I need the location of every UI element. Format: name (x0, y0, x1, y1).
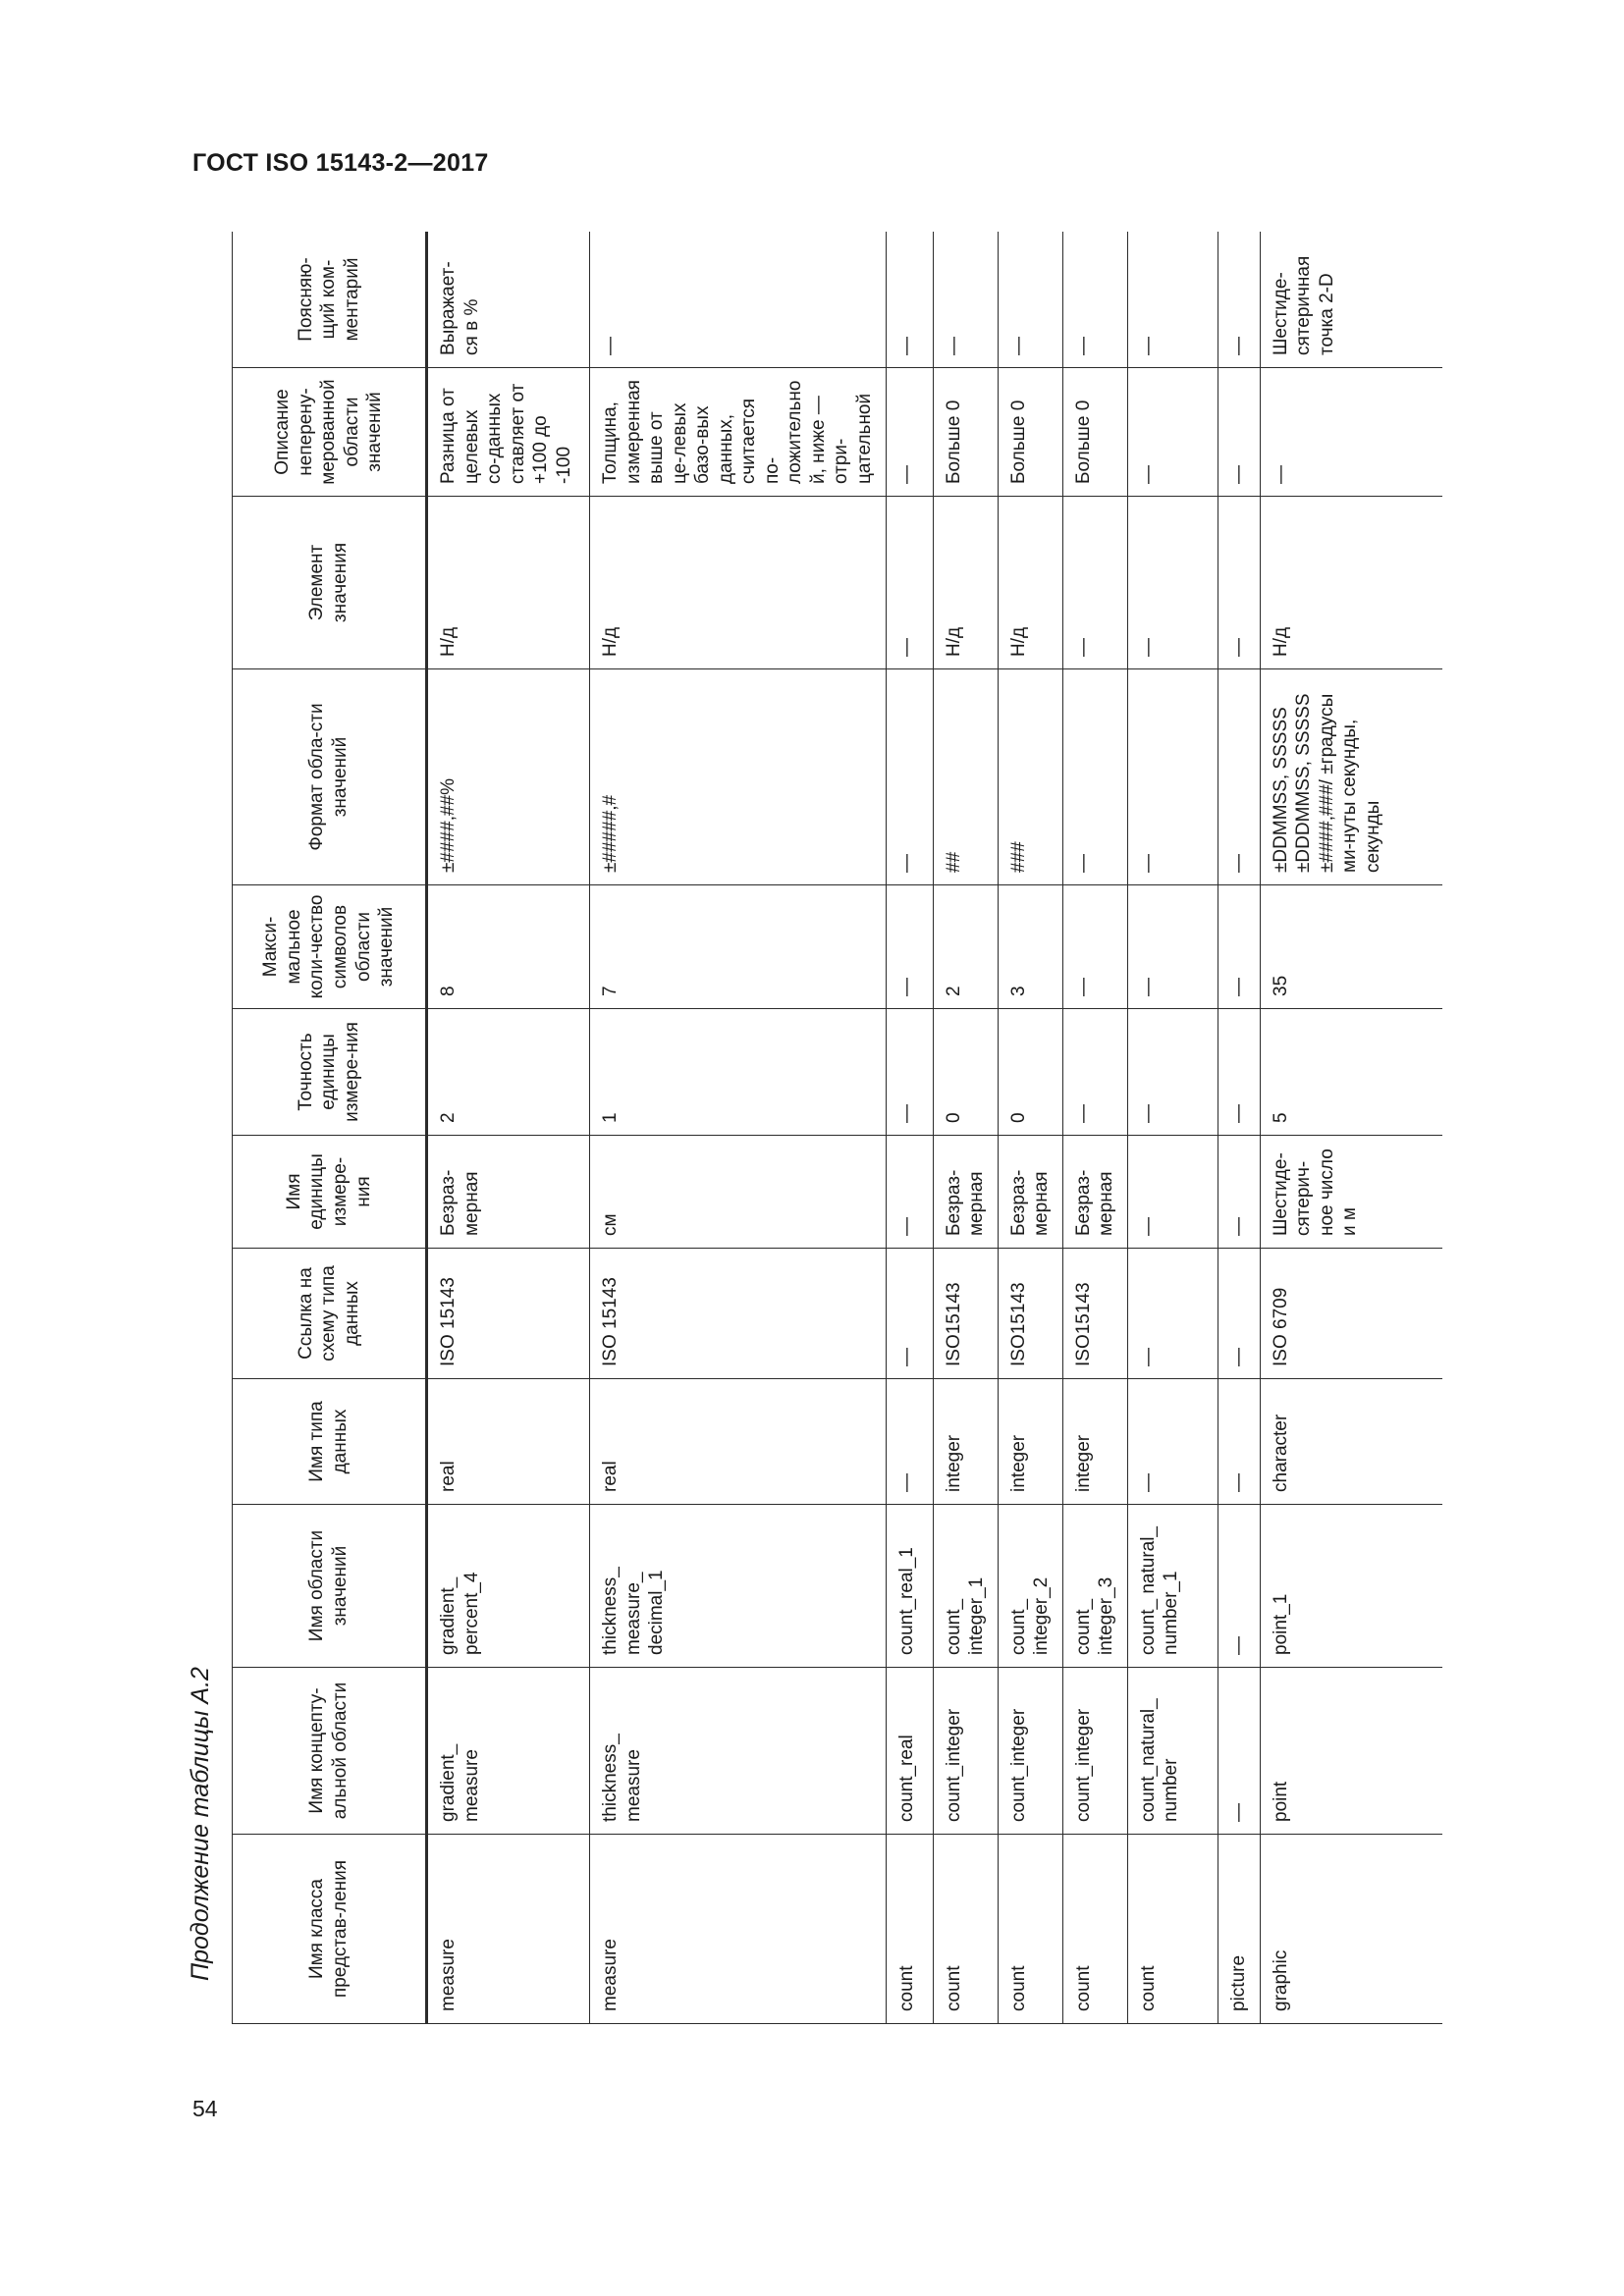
table-cell: см (590, 1136, 887, 1249)
table-cell: thickness_ measure_ decimal_1 (590, 1505, 887, 1668)
table-cell: count (933, 1835, 998, 2024)
table-cell: Разница от целевых со-данных ставляет от +100 до -100 (427, 368, 590, 497)
column-header: Поясняю-щий ком-ментарий (233, 232, 427, 368)
table-cell: 8 (427, 885, 590, 1009)
table-cell: count (998, 1835, 1062, 2024)
table-cell: — (886, 669, 933, 885)
table-cell: 7 (590, 885, 887, 1009)
table-header-row (233, 232, 427, 2024)
table-cell: ISO 15143 (590, 1249, 887, 1379)
table-cell: — (886, 1136, 933, 1249)
table-cell: integer (933, 1379, 998, 1505)
table-cell: Выражает-ся в % (427, 232, 590, 368)
table-cell: 3 (998, 885, 1062, 1009)
table-cell: — (933, 232, 998, 368)
table-cell: count_integer (1062, 1668, 1127, 1835)
table-cell: count_real_1 (886, 1505, 933, 1668)
table-cell: — (1127, 1379, 1218, 1505)
table-cell: Больше 0 (933, 368, 998, 497)
column-header: Макси-мальное коли-чество символов области значений (233, 885, 427, 1009)
table-cell: — (590, 232, 887, 368)
table-cell: ISO15143 (1062, 1249, 1127, 1379)
column-header: Имя концепту-альной области (233, 1668, 427, 1835)
table-cell: — (1062, 232, 1127, 368)
table-cell: ±####,##% (427, 669, 590, 885)
table-cell: 2 (933, 885, 998, 1009)
table-cell: — (1218, 1249, 1260, 1379)
table-cell: Безраз-мерная (427, 1136, 590, 1249)
table-cell: — (1127, 232, 1218, 368)
table-cell: — (1127, 1249, 1218, 1379)
table-cell: count_ integer_1 (933, 1505, 998, 1668)
table-cell: gradient_ measure (427, 1668, 590, 1835)
table-cell: Безраз-мерная (998, 1136, 1062, 1249)
table-row (1260, 232, 1442, 2024)
table-cell: 2 (427, 1009, 590, 1136)
document-title: ГОСТ ISO 15143-2—2017 (192, 149, 489, 177)
table-cell: — (886, 232, 933, 368)
table-cell: count_real (886, 1668, 933, 1835)
table-row (1127, 232, 1218, 2024)
table-cell: picture (1218, 1835, 1260, 2024)
table-cell: — (1218, 232, 1260, 368)
column-header: Описание неперену-мерованной области значений (233, 368, 427, 497)
table-cell: ## (933, 669, 998, 885)
table-cell: Н/д (998, 497, 1062, 669)
column-header: Имя типа данных (233, 1379, 427, 1505)
table-row (1062, 232, 1127, 2024)
table-cell: real (427, 1379, 590, 1505)
table-cell: real (590, 1379, 887, 1505)
table-cell: measure (427, 1835, 590, 2024)
table-cell: count_integer (933, 1668, 998, 1835)
table-cell: 1 (590, 1009, 887, 1136)
table-cell: gradient_ percent_4 (427, 1505, 590, 1668)
table-cell: Безраз-мерная (1062, 1136, 1127, 1249)
data-table (232, 232, 1442, 2024)
table-row (933, 232, 998, 2024)
column-header: Формат обла-сти значений (233, 669, 427, 885)
table-cell: — (886, 1009, 933, 1136)
table-cell: 0 (933, 1009, 998, 1136)
column-header: Точность единицы измере-ния (233, 1009, 427, 1136)
table-cell: count_integer (998, 1668, 1062, 1835)
table-cell: character (1260, 1379, 1442, 1505)
table-cell: count (1062, 1835, 1127, 2024)
column-header: Имя единицы измере-ния (233, 1136, 427, 1249)
table-cell: Больше 0 (1062, 368, 1127, 497)
table-cell: — (1062, 885, 1127, 1009)
table-cell: Шестиде-сятеричная точка 2-D (1260, 232, 1442, 368)
table-cell: — (886, 885, 933, 1009)
table-cell: — (1127, 497, 1218, 669)
table-cell: 5 (1260, 1009, 1442, 1136)
table-cell: Н/д (1260, 497, 1442, 669)
table-cell: — (1218, 1136, 1260, 1249)
table-cell: Безраз-мерная (933, 1136, 998, 1249)
table-cell: — (886, 368, 933, 497)
table-cell: — (998, 232, 1062, 368)
table-cell: — (1218, 497, 1260, 669)
table-caption: Продолжение таблицы А.2 (187, 1667, 214, 1981)
table-cell: count (886, 1835, 933, 2024)
table-cell: — (1062, 669, 1127, 885)
table-cell: — (1127, 669, 1218, 885)
table-row (590, 232, 887, 2024)
table-cell: ISO 6709 (1260, 1249, 1442, 1379)
table-cell: — (1127, 1009, 1218, 1136)
table-cell: ±DDMMSS, SSSSS ±DDDMMSS, SSSSS ±####,###/ ±градусы ми-нуты секунды, секунды (1260, 669, 1442, 885)
table-cell: — (1218, 1009, 1260, 1136)
table-row (998, 232, 1062, 2024)
table-cell: — (1062, 1009, 1127, 1136)
table-cell: — (1218, 885, 1260, 1009)
table-cell: — (1127, 368, 1218, 497)
table-cell: Шестиде-сятерич-ное число и м (1260, 1136, 1442, 1249)
table-cell: Н/д (933, 497, 998, 669)
table-cell: integer (998, 1379, 1062, 1505)
table-row (1218, 232, 1260, 2024)
table-cell: ISO15143 (933, 1249, 998, 1379)
table-cell: ±#####,# (590, 669, 887, 885)
table-cell: — (1260, 368, 1442, 497)
table-cell: count (1127, 1835, 1218, 2024)
table-cell: point (1260, 1668, 1442, 1835)
table-cell: 35 (1260, 885, 1442, 1009)
table-cell: 0 (998, 1009, 1062, 1136)
column-header: Элемент значения (233, 497, 427, 669)
table-cell: Н/д (590, 497, 887, 669)
table-cell: — (1127, 1136, 1218, 1249)
column-header: Имя класса представ-ления (233, 1835, 427, 2024)
table-cell: — (1218, 1505, 1260, 1668)
table-cell: Больше 0 (998, 368, 1062, 497)
page-number: 54 (192, 2096, 218, 2121)
table-cell: — (1218, 669, 1260, 885)
table-row (886, 232, 933, 2024)
table-cell: — (1218, 1379, 1260, 1505)
table-cell: count_natural_ number (1127, 1668, 1218, 1835)
table-cell: graphic (1260, 1835, 1442, 2024)
table-cell: measure (590, 1835, 887, 2024)
column-header: Ссылка на схему типа данных (233, 1249, 427, 1379)
table-cell: — (886, 497, 933, 669)
table-cell: count_ natural_ number_1 (1127, 1505, 1218, 1668)
table-cell: integer (1062, 1379, 1127, 1505)
table-row (427, 232, 590, 2024)
table-cell: — (1218, 368, 1260, 497)
table-cell: Толщина, измеренная выше от це-левых базо-вых данных, считается по-ложительной, ниже — отри-цательной (590, 368, 887, 497)
table-cell: point_1 (1260, 1505, 1442, 1668)
column-header: Имя области значений (233, 1505, 427, 1668)
table-cell: ISO 15143 (427, 1249, 590, 1379)
table-cell: — (886, 1379, 933, 1505)
table-cell: count_ integer_2 (998, 1505, 1062, 1668)
table-cell: count_ integer_3 (1062, 1505, 1127, 1668)
table-container (232, 232, 1442, 2024)
table-cell: ISO15143 (998, 1249, 1062, 1379)
table-cell: ### (998, 669, 1062, 885)
table-caption-container (182, 1667, 221, 1983)
table-cell: Н/д (427, 497, 590, 669)
table-cell: — (886, 1249, 933, 1379)
table-cell: thickness_ measure (590, 1668, 887, 1835)
table-cell: — (1062, 497, 1127, 669)
table-cell: — (1127, 885, 1218, 1009)
table-cell: — (1218, 1668, 1260, 1835)
